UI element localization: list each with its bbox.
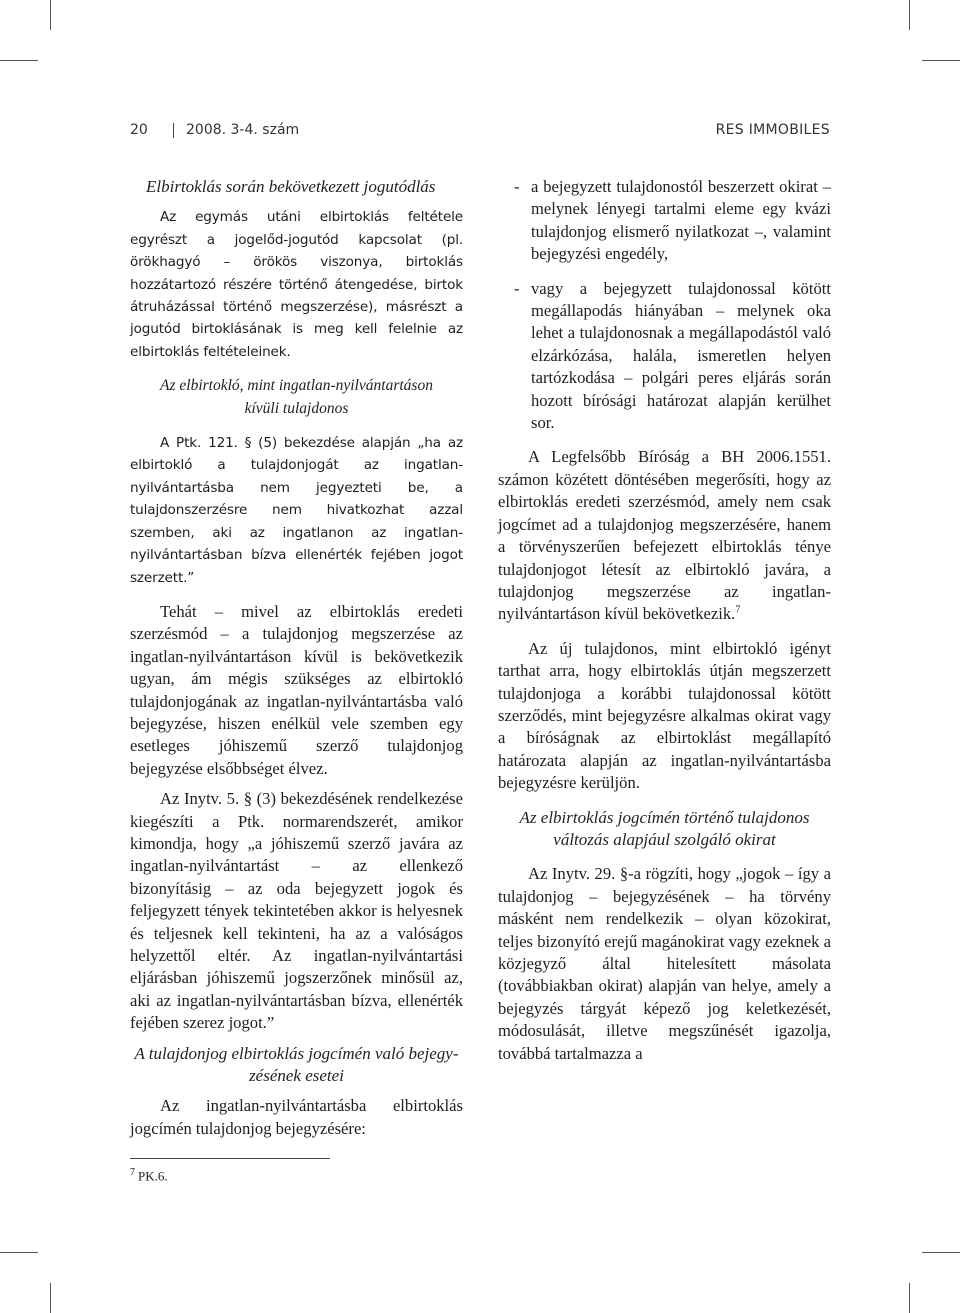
footnote-reference: 7 (735, 604, 741, 616)
footnote-text: PK.6. (138, 1168, 168, 1184)
paragraph (498, 446, 831, 625)
section-heading (130, 1043, 463, 1088)
running-header (130, 122, 830, 142)
crop-mark (0, 1252, 38, 1253)
heading-line: változás alapjául szolgáló okirat (553, 829, 776, 849)
list-item-text: a bejegyzett tulajdonostól beszerzett okirat – melynek lényegi tartalmi eleme egy kvázi tulajdonjog elismerő nyilatkozat –, valamint bejegyzési engedély, (531, 177, 831, 264)
paragraph: Az Inytv. 29. §-a rögzíti, hogy „jogok – így a tulajdonjog – bejegyzésének – ha törvény másként nem rendelkezik – olyan közokirat, teljes bizonyító erejű magánokirat vagy ezeknek a közjegyző által hitelesített másolata (továbbiakban okirat) alapján van helye, amely a bejegyzés tárgyát képező jog keletkezését, módosulását, illetve megszűnését igazolja, továbbá tartalmazza a (498, 864, 831, 1063)
crop-mark (922, 1252, 960, 1253)
heading-line: A tulajdonjog elbirtoklás jogcímén való bejegy- (134, 1043, 459, 1063)
crop-mark (922, 60, 960, 61)
section-heading (130, 375, 463, 420)
bullet-dash: - (514, 278, 520, 298)
paragraph: A Ptk. 121. § (5) bekezdése alapján „ha az elbirtokló a tulajdonjogát az ingatlan-nyilvántartásba nem jegyezteti be, a tulajdonszerzésre nem hivatkozhat azzal szemben, aki az ingatlanon az ingatlan-nyilvántartásban bízva ellenérték fejében jogot szerzett.” (130, 435, 463, 586)
footnote-rule (130, 1158, 330, 1159)
heading-line: zésének esetei (249, 1066, 344, 1086)
bullet-dash: - (514, 177, 520, 196)
heading-line: kívüli tulajdonos (244, 399, 349, 417)
paragraph: Tehát – mivel az elbirtoklás eredeti szerzésmód – a tulajdonjog megszerzése az ingatlan-nyilvántartáson kívül is bekövetkezik ugyan, ám mégis szükséges az elbirtokló tulajdonjogának az ingatlan-nyilvántartásba való bejegyzése, hiszen enélkül vele szemben egy esetleges jóhiszemű szerző tulajdonjog bejegyzése elsőbbséget élvez. (130, 601, 463, 778)
paragraph: Az egymás utáni elbirtoklás feltétele egyrészt a jogelőd-jogutód kapcsolat (pl. örökhagyó – örökös viszonya, birtoklás hozzátartozó részére történő átengedése, birtok átruházással történő megszerzése), másrészt a jogutód birtoklásának is meg kell felelnie az elbirtoklás feltételeinek. (130, 209, 463, 360)
paragraph: Az új tulajdonos, mint elbirtokló igényt tarthat arra, hogy elbirtoklás útján megszerzett tulajdonjoga a korábbi tulajdonossal kötött szerződés, mint bejegyzésre alkalmas okirat vagy a bíróságnak az elbirtoklást megállapító határozata alapján az ingatlan-nyilvántartásba bejegyzésre kerüljön. (498, 638, 831, 793)
right-column (498, 176, 831, 1065)
footnote (130, 1167, 168, 1184)
heading-line: Az elbirtokló, mint ingatlan-nyilvántartáson (160, 377, 433, 395)
page-number: 20 (130, 122, 148, 138)
footnote-number: 7 (130, 1167, 135, 1178)
list-item (498, 176, 831, 266)
journal-title: RES IMMOBILES (715, 122, 830, 138)
crop-mark (50, 1283, 51, 1313)
left-column (130, 176, 463, 1140)
section-heading: Elbirtoklás során bekövetkezett jogutódlás (146, 177, 436, 196)
issue-label: 2008. 3-4. szám (186, 122, 300, 138)
crop-mark (909, 1283, 910, 1313)
section-heading (498, 807, 831, 852)
list-item (498, 278, 831, 435)
paragraph: Az Inytv. 5. § (3) bekezdésének rendelkezése kiegészíti a Ptk. normarendszerét, amikor kimondja, hogy „a jóhiszemű szerző javára az ingatlan-nyilvántartást – az ellenkező bizonyításig – az oda bejegyzett jogok és feljegyzett tények tekintetében akkor is helyesnek és teljesnek kell tekinteni, ha az a valóságos helyzettől eltér. Az ingatlan-nyilvántartási eljárásban jóhiszemű jogszerzőnek minősül az, aki az ingatlan-nyilvántartásban bízva, ellenérték fejében szerez jogot.” (130, 789, 463, 1033)
crop-mark (909, 0, 910, 30)
header-separator (173, 123, 174, 138)
crop-mark (50, 0, 51, 30)
paragraph: Az ingatlan-nyilvántartásba elbirtoklás jogcímén tulajdonjog bejegyzésére: (130, 1096, 463, 1138)
paragraph-text: A Legfelsőbb Bíróság a BH 2006.1551. számon közétett döntésében megerősíti, hogy az elbirtoklás eredeti szerzésmód, amely nem csak jogcímet ad a tulajdonjog megszerzésére, hanem a törvényszerűen befejezett elbirtoklás ténye tulajdonjogot létesít az elbirtokló javára, a tulajdonjog megszerzése az ingatlan-nyilvántartáson kívül bekövetkezik. (498, 447, 831, 624)
heading-line: Az elbirtoklás jogcímén történő tulajdonos (519, 807, 810, 827)
crop-mark (0, 60, 38, 61)
list-item-text: vagy a bejegyzett tulajdonossal kötött megállapodás hiányában – melynek oka lehet a tulajdonosnak a megállapodástól való elzárkózása, halála, ismeretlen helyen tartózkodása – polgári peres eljárás során hozott bírósági határozat alapján kerülhet sor. (531, 278, 831, 433)
